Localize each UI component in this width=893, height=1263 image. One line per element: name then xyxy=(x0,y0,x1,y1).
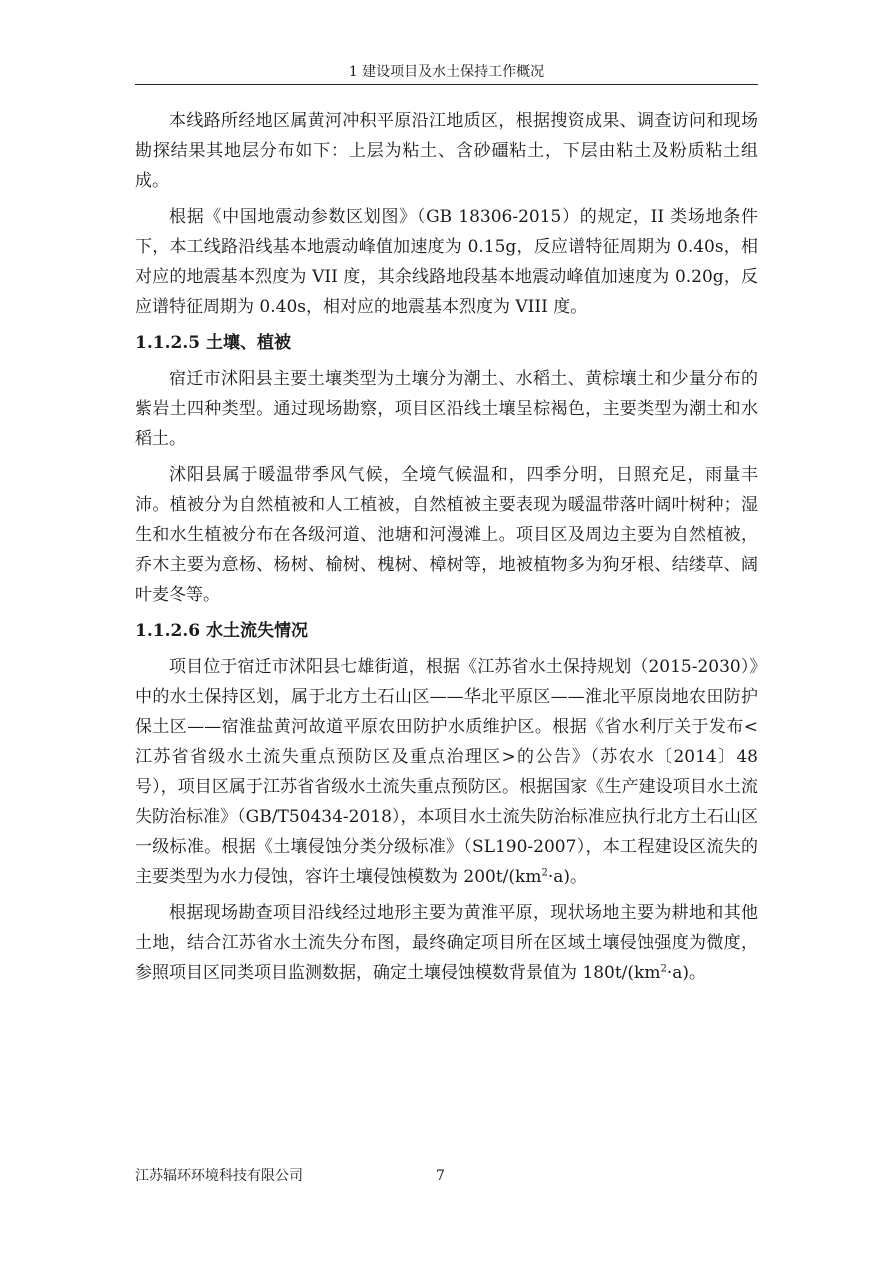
superscript: 2 xyxy=(660,963,667,975)
running-header: 1 建设项目及水土保持工作概况 xyxy=(348,64,545,80)
geology-paragraph: 本线路所经地区属黄河冲积平原沿江地质区，根据搜资成果、调查访问和现场勘探结果其地层分布如下：上层为粘土、含砂礓粘土，下层由粘土及粉质粘土组成。 xyxy=(135,111,758,191)
header-divider xyxy=(135,84,758,85)
erosion-background-text: 根据现场勘查项目沿线经过地形主要为黄淮平原，现状场地主要为耕地和其他土地，结合江苏省水土流失分布图，最终确定项目所在区域土壤侵蚀强度为微度，参照项目区同类项目监测数据，确定土壤侵蚀模数背景值为 180t/(km xyxy=(135,903,758,983)
erosion-zoning-text: 项目位于宿迁市沭阳县七雄街道，根据《江苏省水土保持规划（2015-2030）》中的水土保持区划，属于北方土石山区——华北平原区——淮北平原岗地农田防护保土区——宿淮盐黄河故道平原农田防护水质维护区。根据《省水利厅关于发布<江苏省省级水土流失重点预防区及重点治理区>的公告》（苏农水〔2014〕48 号），项目区属于江苏省省级水土流失重点预防区。根据国家《生产建设项目水土流失防治标准》（GB/T50434-2018），本项目水土流失防治标准应执行北方土石山区一级标准。根据《土壤侵蚀分类分级标准》（SL190-2007），本工程建设区流失的主要类型为水力侵蚀，容许土壤侵蚀模数为 200t/(km xyxy=(135,657,758,887)
soil-paragraph: 宿迁市沭阳县主要土壤类型为土壤分为潮土、水稻土、黄棕壤土和少量分布的紫岩土四种类型。通过现场勘察，项目区沿线土壤呈棕褐色，主要类型为潮土和水稻土。 xyxy=(135,369,758,449)
superscript: 2 xyxy=(541,867,548,879)
section-heading-soil-vegetation: 1.1.2.5 土壤、植被 xyxy=(135,333,291,353)
vegetation-paragraph: 沭阳县属于暖温带季风气候，全境气候温和，四季分明，日照充足，雨量丰沛。植被分为自然植被和人工植被，自然植被主要表现为暖温带落叶阔叶树种；湿生和水生植被分布在各级河道、池塘和河漫滩上。项目区及周边主要为自然植被，乔木主要为意杨、杨树、榆树、槐树、樟树等，地被植物多为狗牙根、结缕草、阔叶麦冬等。 xyxy=(135,465,758,605)
seismic-paragraph: 根据《中国地震动参数区划图》（GB 18306-2015）的规定，II 类场地条件下，本工线路沿线基本地震动峰值加速度为 0.15g，反应谱特征周期为 0.40s，相对应的地震基本烈度为 VII 度，其余线路地段基本地震动峰值加速度为 0.20g，反应谱特征周期为 0.40s，相对应的地震基本烈度为 VIII 度。 xyxy=(135,207,758,317)
erosion-background-text-end: ·a)。 xyxy=(666,963,707,983)
page-number: 7 xyxy=(436,1168,445,1184)
erosion-zoning-text-end: ·a)。 xyxy=(547,867,588,887)
footer-company: 江苏辐环环境科技有限公司 xyxy=(135,1168,303,1184)
erosion-zoning-paragraph xyxy=(135,652,758,892)
section-heading-soil-erosion: 1.1.2.6 水土流失情况 xyxy=(135,621,308,641)
erosion-background-paragraph xyxy=(135,898,758,988)
document-body xyxy=(135,106,758,994)
